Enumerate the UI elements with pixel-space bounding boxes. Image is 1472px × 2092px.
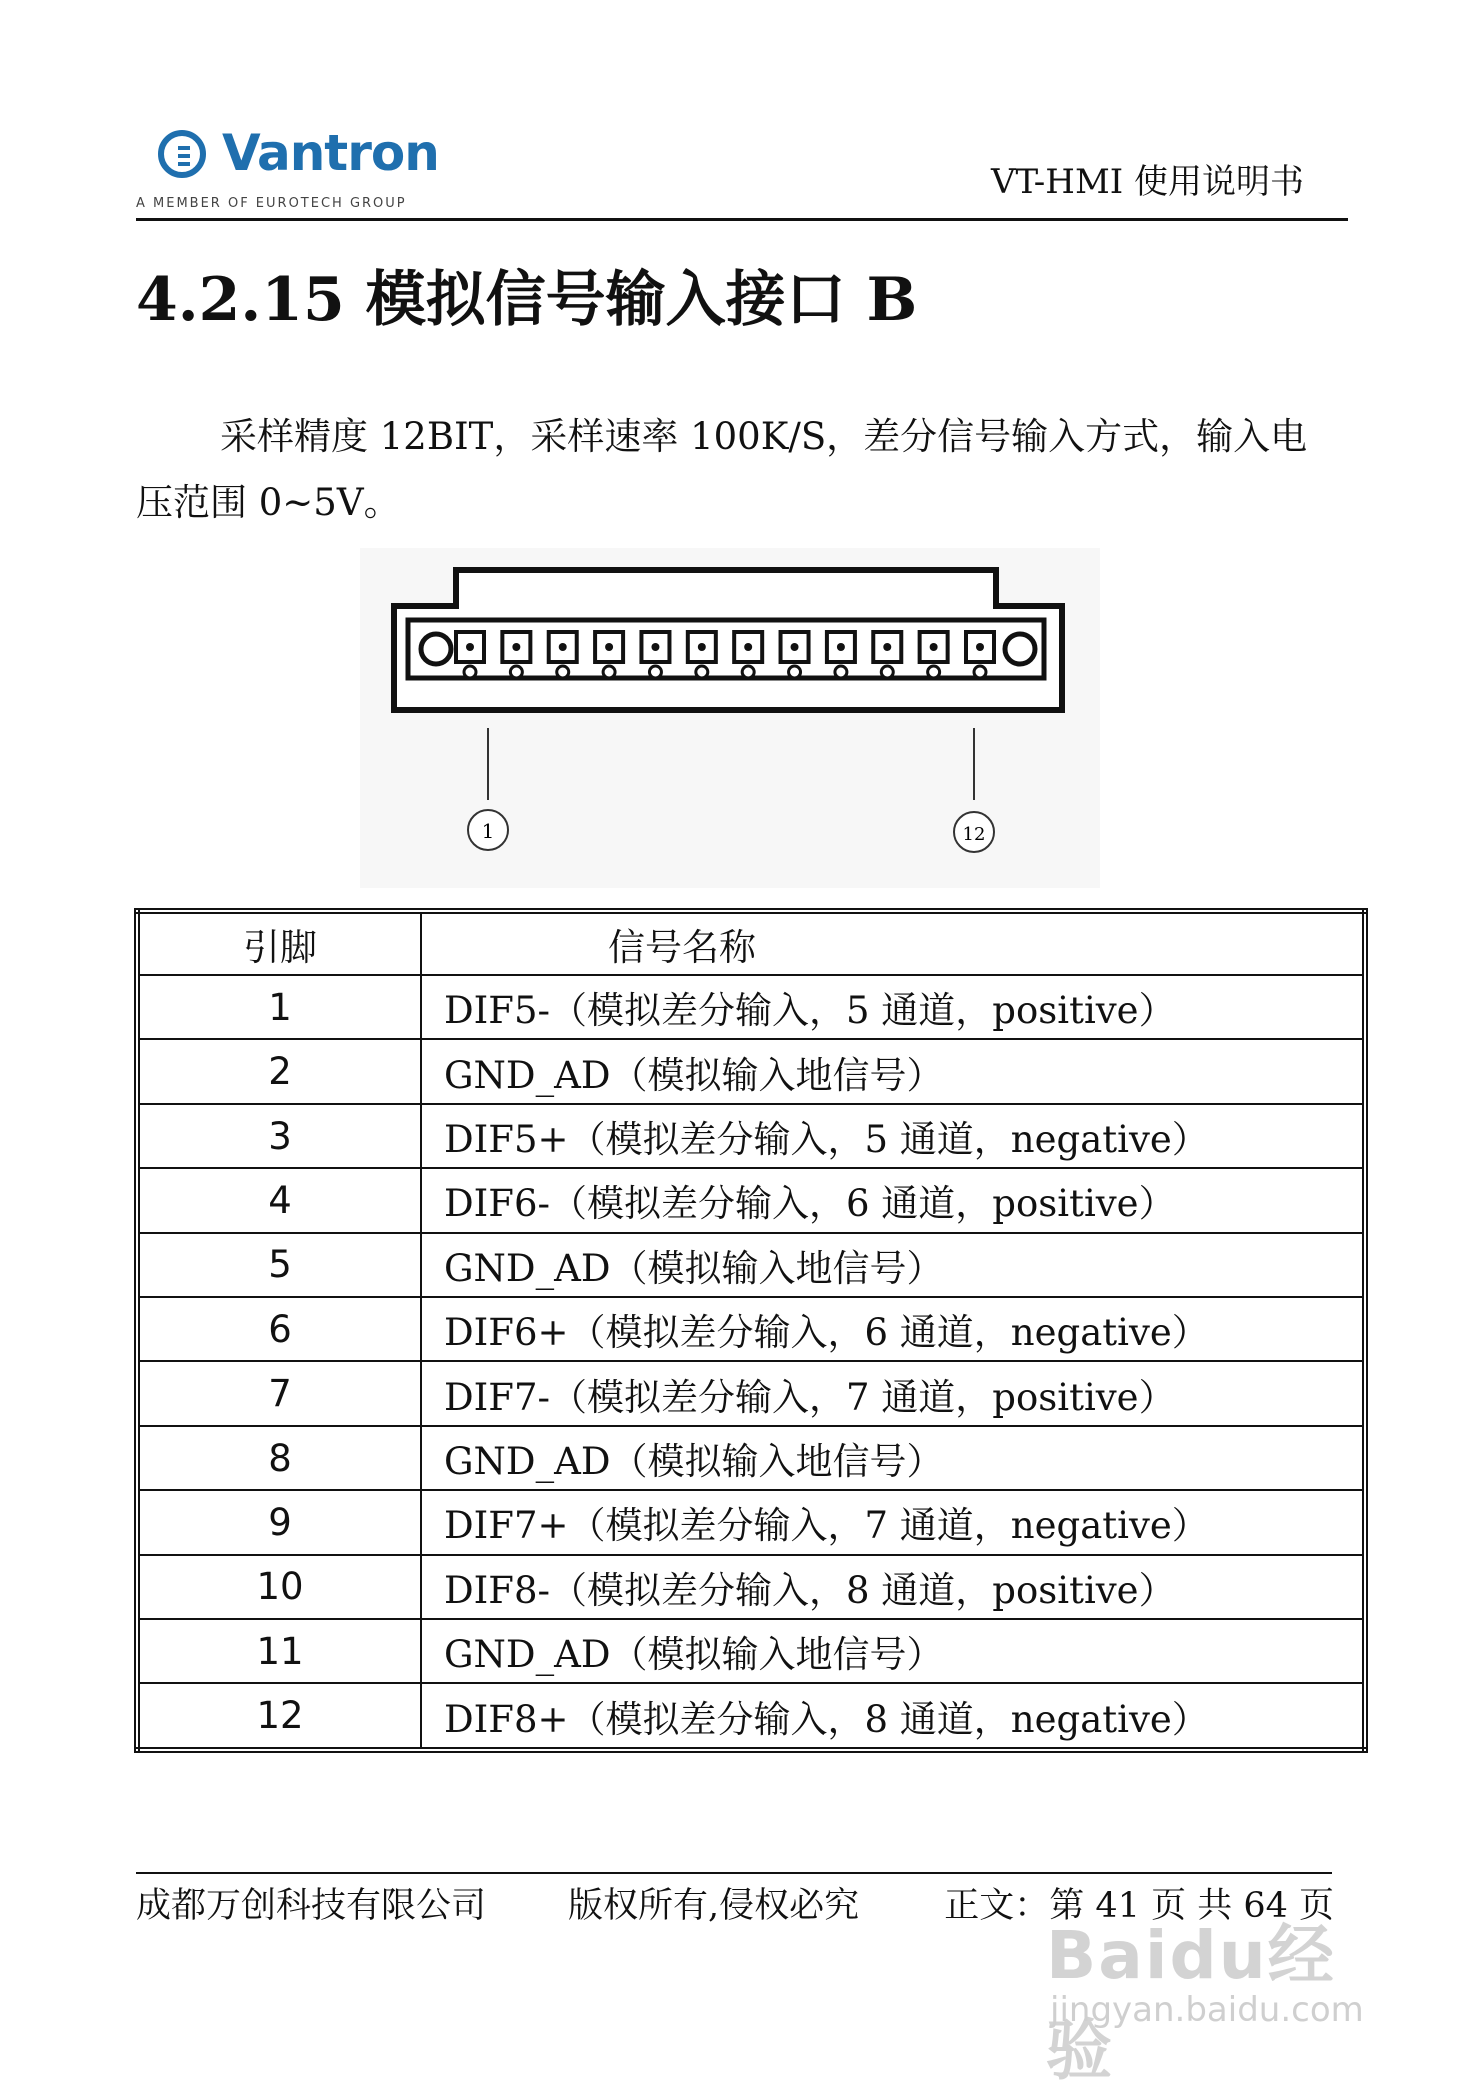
table-row [137,1104,1365,1168]
connector-pin-hole [976,643,984,651]
table-row [137,1361,1365,1425]
pin-number: 3 [137,1104,421,1168]
table-row [137,1619,1365,1683]
signal-name: GND_AD（模拟输入地信号） [421,1233,1365,1297]
signal-name: DIF8+（模拟差分输入，8 通道，negative） [421,1683,1365,1750]
connector-pin-hole [883,643,891,651]
pin-number: 2 [137,1039,421,1103]
connector-pin-screw [789,666,801,678]
connector-pin-hole [559,643,567,651]
signal-name: DIF8-（模拟差分输入，8 通道，positive） [421,1555,1365,1619]
connector-pin-screw [510,666,522,678]
pin-number: 9 [137,1490,421,1554]
signal-name: DIF6-（模拟差分输入，6 通道，positive） [421,1168,1365,1232]
watermark-main: Baidu经验 [1046,1917,1336,2089]
connector-pin-hole [837,643,845,651]
pin-number: 12 [137,1683,421,1750]
mount-hole-left [421,634,451,664]
footer-company: 成都万创科技有限公司 [136,1886,487,1926]
footer-copyright: 版权所有,侵权必究 [568,1886,860,1926]
table-row [137,1555,1365,1619]
pin-number: 6 [137,1297,421,1361]
vantron-logo-icon [158,130,206,178]
pin-number: 1 [137,975,421,1039]
connector-pin-screw [974,666,986,678]
signal-name: DIF7+（模拟差分输入，7 通道，negative） [421,1490,1365,1554]
connector-pin-hole [930,643,938,651]
signal-name: GND_AD（模拟输入地信号） [421,1039,1365,1103]
callout-label-1: 1 [481,819,495,843]
connector-pin-hole [651,643,659,651]
pin-number: 7 [137,1361,421,1425]
table-row [137,1683,1365,1750]
connector-pin-screw [649,666,661,678]
pin-number: 11 [137,1619,421,1683]
signal-name: DIF6+（模拟差分输入，6 通道，negative） [421,1297,1365,1361]
table-row [137,1490,1365,1554]
mount-hole-right [1005,634,1035,664]
connector-pin-screw [696,666,708,678]
connector-pin-screw [928,666,940,678]
signal-name: DIF7-（模拟差分输入，7 通道，positive） [421,1361,1365,1425]
signal-name: DIF5+（模拟差分输入，5 通道，negative） [421,1104,1365,1168]
connector-pin-hole [744,643,752,651]
connector-pin-screw [881,666,893,678]
table-row [137,975,1365,1039]
pin-number: 4 [137,1168,421,1232]
table-row [137,1039,1365,1103]
section-heading: 4.2.15 模拟信号输入接口 B [136,265,918,335]
pin-number: 10 [137,1555,421,1619]
table-row [137,1168,1365,1232]
connector-pin-hole [512,643,520,651]
footer-page-info: 正文：第 41 页 共 64 页 [944,1886,1334,1926]
table-row [137,1426,1365,1490]
connector-pin-hole [698,643,706,651]
connector-pin-hole [791,643,799,651]
watermark-url: jingyan.baidu.com [1050,1990,1364,2030]
table-row [137,1297,1365,1361]
footer-divider [136,1872,1332,1874]
table-header-row [137,911,1365,975]
connector-diagram [360,548,1100,888]
header-signal: 信号名称 [421,911,1365,975]
table-row [137,1233,1365,1297]
connector-pin-hole [605,643,613,651]
connector-pin-screw [557,666,569,678]
callout-label-12: 12 [962,824,986,845]
section-description: 采样精度 12BIT，采样速率 100K/S，差分信号输入方式，输入电压范围 0~5V。 [136,415,1308,524]
connector-pin-screw [835,666,847,678]
logo-text: Vantron [222,124,439,182]
connector-drawing [360,548,1100,888]
header-pin: 引脚 [137,911,421,975]
header-divider [136,218,1348,221]
signal-name: DIF5-（模拟差分输入，5 通道，positive） [421,975,1365,1039]
signal-name: GND_AD（模拟输入地信号） [421,1619,1365,1683]
pin-number: 5 [137,1233,421,1297]
logo-subtitle: A MEMBER OF EUROTECH GROUP [136,196,407,211]
baidu-watermark [1046,1902,1386,2089]
connector-pin-hole [466,643,474,651]
signal-name: GND_AD（模拟输入地信号） [421,1426,1365,1490]
document-title: VT-HMI 使用说明书 [990,162,1304,202]
pin-table [134,908,1368,1753]
connector-pin-screw [603,666,615,678]
vantron-logo [136,124,439,218]
connector-pin-screw [742,666,754,678]
pin-number: 8 [137,1426,421,1490]
connector-pin-screw [464,666,476,678]
